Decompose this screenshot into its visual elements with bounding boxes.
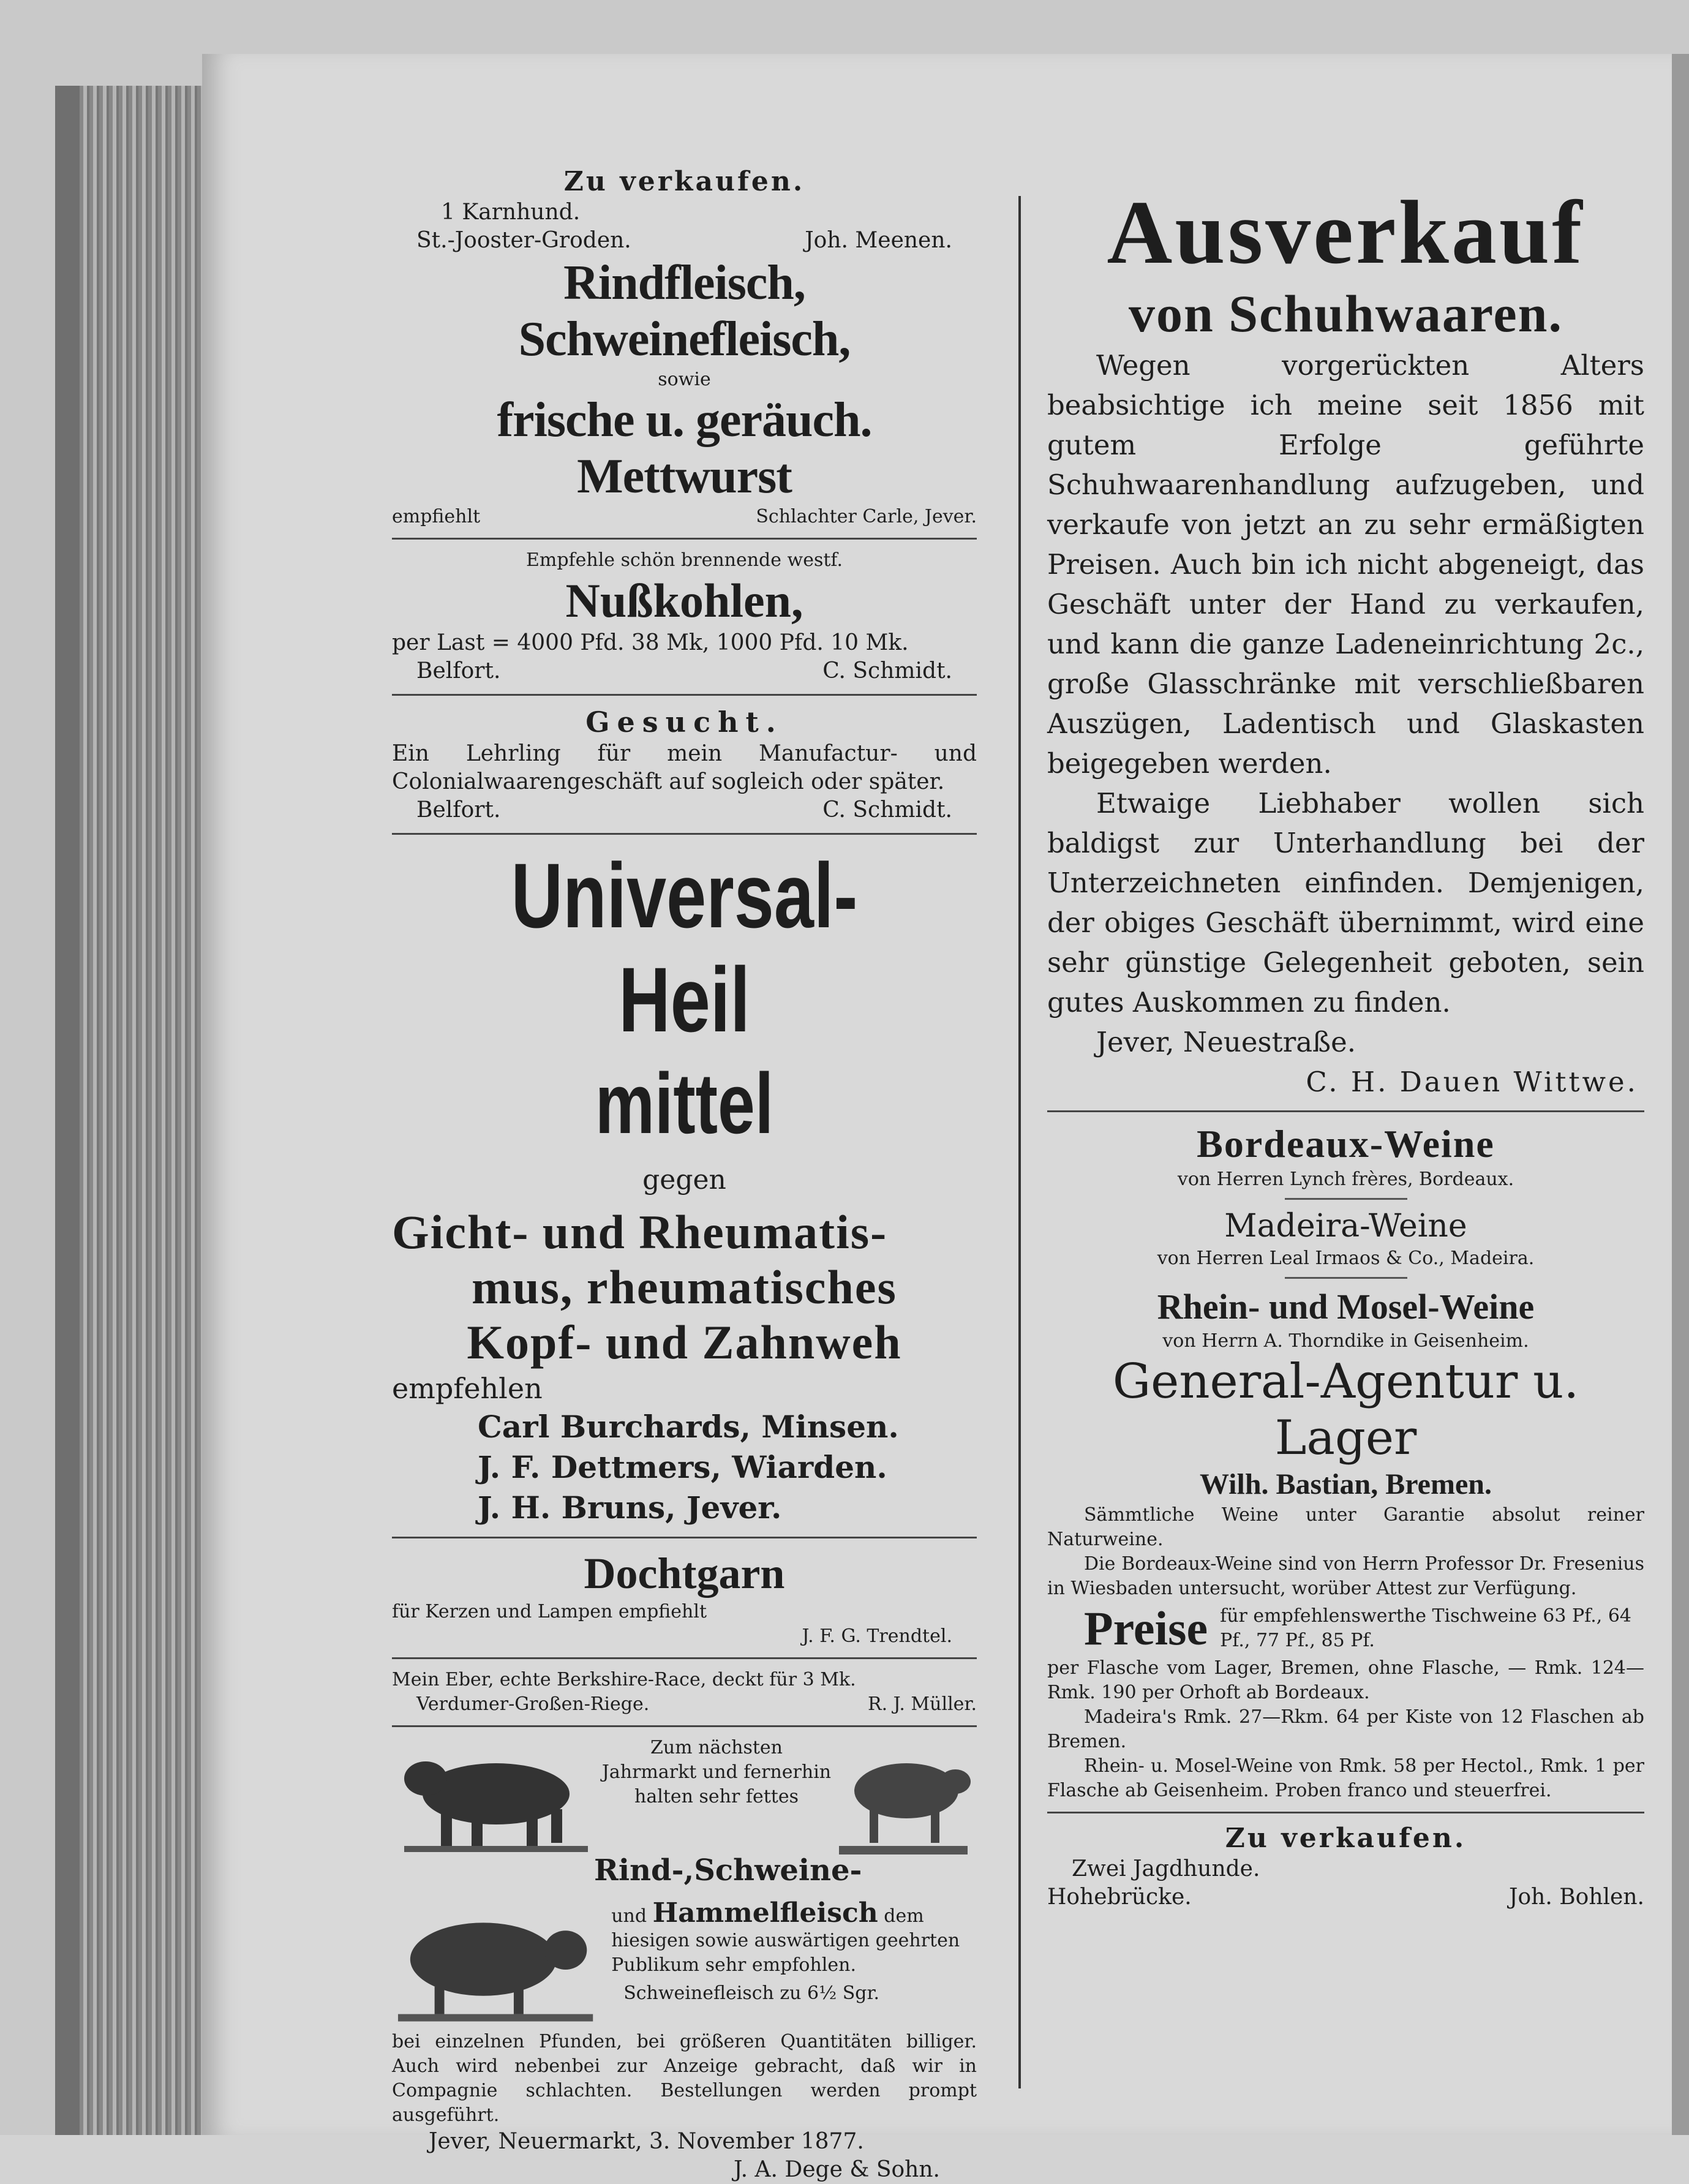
ad-seller: J. F. Dettmers, Wiarden.: [478, 1449, 887, 1485]
ad-text: Empfehle schön brennende westf.: [525, 549, 843, 571]
divider: [392, 1537, 977, 1538]
ad-seller: Carl Burchards, Minsen.: [478, 1409, 899, 1445]
ad-title: Wilh. Bastian, Bremen.: [1200, 1468, 1492, 1501]
ad-title: Rindfleisch, Schweinefleisch,: [518, 256, 851, 366]
left-column: [392, 165, 977, 2184]
ad-fleisch: [392, 255, 977, 529]
ad-title: Bordeaux-Weine: [1197, 1122, 1495, 1165]
ad-title: Dochtgarn: [584, 1549, 785, 1598]
ad-title: Rhein- und Mosel-Weine: [1157, 1287, 1535, 1327]
ad-signature: Joh. Meenen.: [805, 228, 952, 253]
short-divider: [1285, 1277, 1407, 1279]
ad-text: Schweinefleisch zu 6½ Sgr.: [623, 1983, 880, 2004]
ad-title: Madeira-Weine: [1224, 1208, 1467, 1245]
ad-title: Nußkohlen,: [565, 574, 803, 627]
ad-title: frische u. geräuch. Mettwurst: [497, 393, 872, 503]
ad-title: Kopf- und Zahnweh: [467, 1316, 902, 1369]
ad-text: bei einzelnen Pfunden, bei größeren Quantitäten billiger. Auch wird nebenbei zur Anzeige gebracht, daß wir in Compagnie schlachten. Bestellungen werden prompt ausgeführt.: [392, 2031, 977, 2126]
ad-fleisch-dege: [392, 1736, 977, 2184]
ad-eber: [392, 1668, 977, 1717]
ad-text: Ein Lehrling für mein Manufactur- und Colonialwaarengeschäft auf sogleich oder später.: [392, 741, 977, 794]
ad-text: empfiehlt: [392, 506, 481, 527]
divider: [392, 694, 977, 696]
ad-paragraph: Rhein- u. Mosel-Weine von Rmk. 58 per Hectol., Rmk. 1 per Flasche ab Geisenheim. Proben franco und steuerfrei.: [1047, 1755, 1644, 1801]
ad-place: Verdumer-Großen-Riege.: [416, 1693, 650, 1715]
ad-date: Jever, Neuermarkt, 3. November 1877.: [429, 2129, 864, 2154]
ad-karnhund: [392, 165, 977, 255]
ad-signature: Joh. Bohlen.: [1509, 1885, 1644, 1910]
ox-illustration: [392, 1736, 594, 1858]
ad-ausverkauf: [1047, 184, 1644, 1102]
ad-paragraph: Die Bordeaux-Weine sind von Herrn Professor Dr. Fresenius in Wiesbaden untersucht, worüber Attest zur Verfügung.: [1047, 1553, 1644, 1599]
ad-jagdhunde: [1047, 1822, 1644, 1911]
divider: [392, 1657, 977, 1659]
ad-title: Hammelfleisch: [652, 1897, 878, 1929]
ad-place: Jever, Neuestraße.: [1096, 1026, 1356, 1058]
pig-illustration: [833, 1736, 974, 1870]
divider: [1047, 1812, 1644, 1813]
ad-text: von Herren Leal Irmaos & Co., Madeira.: [1157, 1248, 1535, 1269]
ad-text: Zum nächsten Jahrmarkt und fernerhin halten sehr fettes: [601, 1737, 832, 1807]
ad-gesucht: [392, 704, 977, 824]
ad-title: Rind-,Schweine-: [594, 1853, 862, 1888]
ad-seller: J. H. Bruns, Jever.: [478, 1489, 782, 1526]
ad-title: Universal-Heil: [511, 844, 858, 1051]
ad-signature: C. Schmidt.: [822, 797, 952, 823]
ad-place: Belfort.: [416, 658, 501, 683]
ad-text: und: [611, 1905, 647, 1927]
ad-heading: Zu verkaufen.: [563, 166, 805, 197]
ad-signature: R. J. Müller.: [868, 1693, 977, 1715]
ad-text: von Herrn A. Thorndike in Geisenheim.: [1162, 1330, 1529, 1352]
right-column: [1047, 184, 1644, 1911]
ad-nusskohlen: [392, 548, 977, 685]
page-edge: [1672, 54, 1689, 2135]
ad-text: 1 Karnhund.: [441, 200, 581, 225]
divider: [1047, 1110, 1644, 1112]
ad-title: General-Agentur u. Lager: [1112, 1354, 1579, 1466]
ad-text: empfehlen: [392, 1372, 543, 1405]
ad-text: gegen: [642, 1164, 726, 1196]
sheep-illustration: [392, 1901, 599, 2030]
ad-signature: Schlachter Carle, Jever.: [756, 506, 977, 527]
ad-title: von Schuhwaaren.: [1128, 284, 1563, 343]
ad-text: für empfehlenswerthe Tischweine 63 Pf., 64 Pf., 77 Pf., 85 Pf.: [1220, 1605, 1631, 1651]
ad-signature: J. F. G. Trendtel.: [802, 1625, 952, 1647]
ad-weine: [1047, 1121, 1644, 1803]
ad-text: Zwei Jagdhunde.: [1072, 1856, 1260, 1881]
ad-text: Mein Eber, echte Berkshire-Race, deckt für 3 Mk.: [392, 1669, 856, 1690]
ad-heading: Zu verkaufen.: [1225, 1823, 1467, 1854]
ad-dochtgarn: [392, 1547, 977, 1649]
ad-price: per Last = 4000 Pfd. 38 Mk, 1000 Pfd. 10 Mk.: [392, 630, 909, 655]
ad-place: Belfort.: [416, 797, 501, 823]
ad-place: St.-Jooster-Groden.: [416, 228, 631, 253]
ad-paragraph: Wegen vorgerückten Alters beabsichtige ich meine seit 1856 mit gutem Erfolge geführte Schuhwaarenhandlung aufzugeben, und verkaufe von jetzt an zu sehr ermäßigten Preisen. Auch bin ich nicht abgeneigt, das Geschäft unter der Hand zu verkaufen, und kann die ganze Ladeneinrichtung 2c., große Glasschränke mit verschließbaren Auszügen, Ladentisch und Glaskasten beigegeben werden.: [1047, 349, 1644, 780]
ad-paragraph: Etwaige Liebhaber wollen sich baldigst zur Unterhandlung bei der Unterzeichneten einfinden. Demjenigen, der obiges Geschäft übernimmt, wird eine sehr günstige Gelegenheit geboten, sein gutes Auskommen zu finden.: [1047, 787, 1644, 1019]
ad-universal-heilmittel: [392, 843, 977, 1528]
ad-title: Preise: [1084, 1602, 1208, 1655]
ad-title: Ausverkauf: [1107, 183, 1585, 283]
ad-text: für Kerzen und Lampen empfiehlt: [392, 1601, 707, 1622]
ad-place: Hohebrücke.: [1047, 1885, 1192, 1910]
short-divider: [1285, 1198, 1407, 1200]
ad-paragraph: Madeira's Rmk. 27—Rkm. 64 per Kiste von 12 Flaschen ab Bremen.: [1047, 1706, 1644, 1752]
divider: [392, 1725, 977, 1727]
book-page-stack: [55, 86, 214, 2135]
divider: [392, 538, 977, 540]
ad-title: mus, rheumatisches: [472, 1260, 897, 1314]
ad-signature: C. H. Dauen Wittwe.: [1306, 1066, 1638, 1098]
column-divider: [1018, 196, 1021, 2088]
divider: [392, 833, 977, 835]
ad-text: sowie: [658, 369, 711, 390]
ad-signature: C. Schmidt.: [822, 658, 952, 683]
ad-text: dem hiesigen sowie auswärtigen geehrten Publikum sehr empfohlen.: [611, 1905, 960, 1976]
ad-heading: Gesucht.: [585, 706, 783, 739]
ad-signature: J. A. Dege & Sohn.: [733, 2157, 940, 2182]
ad-title: Gicht- und Rheumatis-: [392, 1205, 888, 1259]
ad-paragraph: per Flasche vom Lager, Bremen, ohne Flasche, — Rmk. 124—Rmk. 190 per Orhoft ab Bordeaux.: [1047, 1657, 1644, 1703]
ad-title: mittel: [595, 1055, 774, 1151]
ad-text: von Herren Lynch frères, Bordeaux.: [1177, 1169, 1514, 1190]
ad-paragraph: Sämmtliche Weine unter Garantie absolut reiner Naturweine.: [1047, 1504, 1644, 1550]
